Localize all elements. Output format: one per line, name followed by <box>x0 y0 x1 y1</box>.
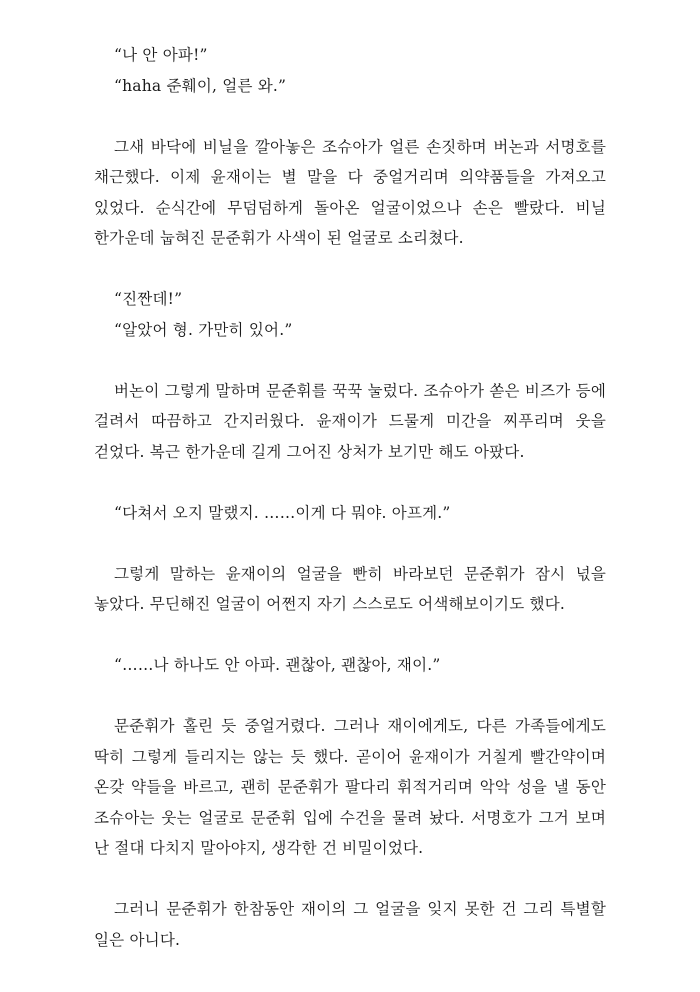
dialogue-line: “진짠데!” <box>114 290 183 308</box>
paragraph: 그렇게 말하는 윤재이의 얼굴을 빤히 바라보던 문준휘가 잠시 넋을 놓았다. 무딘해진 얼굴이 어쩐지 자기 스스로도 어색해보이기도 했다. <box>94 564 606 613</box>
dialogue-line: “알았어 형. 가만히 있어.” <box>114 320 293 339</box>
dialogue-block <box>94 498 606 529</box>
paragraph: 그러니 문준휘가 한참동안 재이의 그 얼굴을 잊지 못한 건 그리 특별할 일은 아니다. <box>94 900 606 949</box>
dialogue-line: “haha 준훼이, 얼른 와.” <box>114 76 287 95</box>
dialogue-block <box>94 650 606 681</box>
dialogue-block <box>94 40 606 101</box>
dialogue-line: “……나 하나도 안 아파. 괜찮아, 괜찮아, 재이.” <box>114 656 441 674</box>
dialogue-line: “나 안 아파!” <box>114 46 208 64</box>
paragraph: 버논이 그렇게 말하며 문준휘를 꾹꾹 눌렀다. 조슈아가 쏟은 비즈가 등에 걸려서 따끔하고 간지러웠다. 윤재이가 드물게 미간을 찌푸리며 웃을 걷었다. 복근 한가운데 길게 그어진 상처가 보기만 해도 아팠다. <box>94 381 606 461</box>
paragraph: 그새 바닥에 비닐을 깔아놓은 조슈아가 얼른 손짓하며 버논과 서명호를 채근했다. 이제 윤재이는 별 말을 다 중얼거리며 의약품들을 가져오고 있었다. 순식간에 무덤덤하게 돌아온 얼굴이었으나 손은 빨랐다. 비닐 한가운데 눕혀진 문준휘가 사색이 된 얼굴로 소리쳤다. <box>94 137 606 247</box>
paragraph: 문준휘가 홀린 듯 중얼거렸다. 그러나 재이에게도, 다른 가족들에게도 딱히 그렇게 들리지는 않는 듯 했다. 곧이어 윤재이가 거칠게 빨간약이며 온갖 약들을 바르고, 괜히 문준휘가 팔다리 휘적거리며 악악 성을 낼 동안 조슈아는 웃는 얼굴로 문준휘 입에 수건을 물려 놨다. 서명호가 그거 보며 난 절대 다치지 말아야지, 생각한 건 비밀이었다. <box>94 717 606 857</box>
dialogue-block <box>94 284 606 345</box>
dialogue-line: “다쳐서 오지 말랬지. ……이게 다 뭐야. 아프게.” <box>114 503 451 522</box>
